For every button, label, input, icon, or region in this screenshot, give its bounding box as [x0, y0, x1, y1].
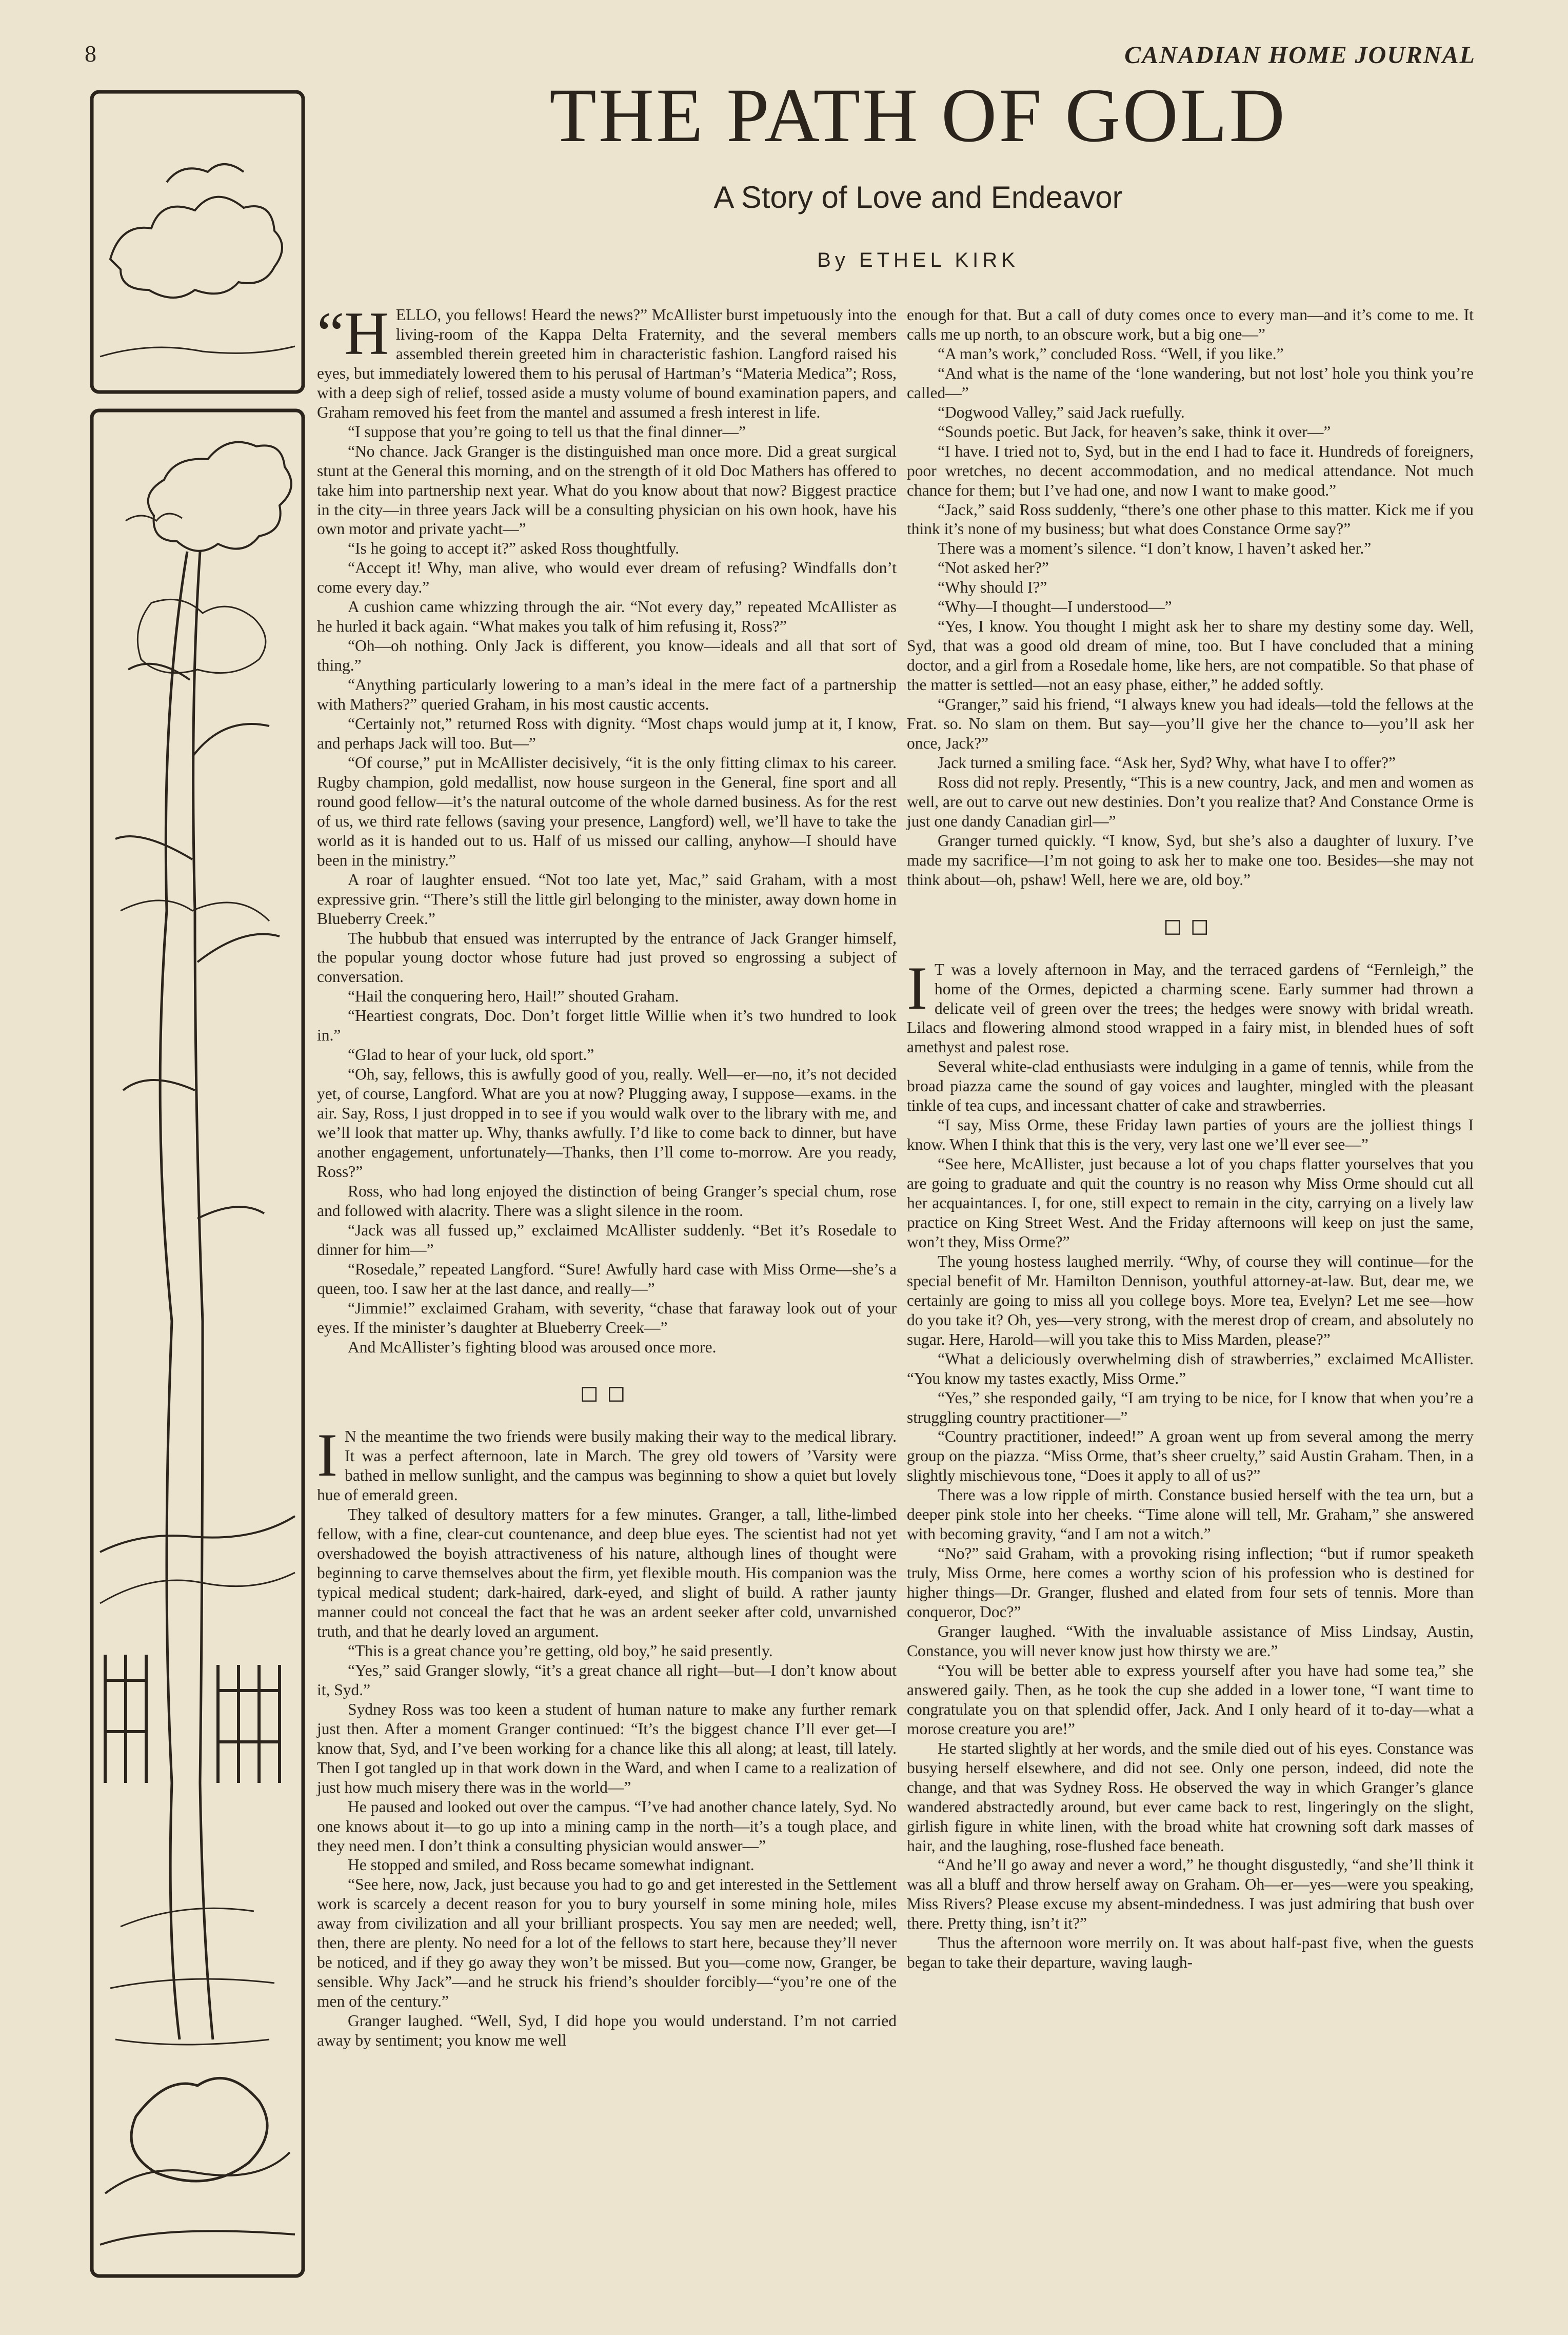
paragraph: Ross, who had long enjoyed the distinction of being Granger’s special chum, rose and followed with alacrity. There was a slight silence in the room.	[317, 1182, 897, 1220]
paragraph: “HELLO, you fellows! Heard the news?” McAllister burst impetuously into the living-room of the Kappa Delta Fraternity, and the several members assembled therein greeted him in characteristic fashion. Langford raised his eyes, but immediately lowered them to his perusal of Hartman’s “Materia Medica”; Ross, with a deep sigh of relief, tossed aside a musty volume of bound examination papers, and Graham removed his feet from the mantel and assumed a fresh interest in life.	[317, 299, 897, 421]
paragraph: enough for that. But a call of duty comes once to every man—and it’s come to me. It calls me up north, to an obscure work, but a big one—”	[907, 306, 1474, 343]
paragraph: “No chance. Jack Granger is the distinguished man once more. Did a great surgical stunt at the General this morning, and on the strength of it old Doc Mathers has offered to take him into partnership next year. What do you know about that now? Biggest practice in the city—in three years Jack will be a consulting physician on his own hook, have his own motor and private yacht—”	[317, 442, 897, 538]
paragraph: “Yes,” said Granger slowly, “it’s a great chance all right—but—I don’t know about it, Syd.”	[317, 1661, 897, 1699]
story-section-two	[317, 1421, 897, 2050]
paragraph: “Is he going to accept it?” asked Ross thoughtfully.	[348, 539, 680, 558]
paragraph: Thus the afternoon wore merrily on. It was about half-past five, when the guests began to take their departure, waving laugh-	[907, 1934, 1474, 1972]
paragraph: A cushion came whizzing through the air. “Not every day,” repeated McAllister as he hurled it back again. “What makes you talk of him refusing it, Ross?”	[317, 598, 897, 636]
paragraph: Jack turned a smiling face. “Ask her, Syd? Why, what have I to offer?”	[938, 753, 1396, 772]
magazine-running-head: CANADIAN HOME JOURNAL	[1124, 42, 1476, 69]
story-section-one-continued	[907, 305, 1474, 890]
paragraph: The hubbub that ensued was interrupted by the entrance of Jack Granger himself, the popular young doctor whose future had just proved so engrossing a subject of conversation.	[317, 929, 897, 986]
paragraph: “Certainly not,” returned Ross with dignity. “Most chaps would jump at it, I know, and perhaps Jack will too. But—”	[317, 715, 897, 752]
article-title: THE PATH OF GOLD	[549, 73, 1287, 158]
paragraph: “Anything particularly lowering to a man’s ideal in the mere fact of a partnership with Mathers?” queried Graham, in his most caustic accents.	[317, 676, 897, 714]
decorative-border-illustration	[90, 90, 305, 2278]
paragraph: Granger laughed. “With the invaluable assistance of Miss Lindsay, Austin, Constance, you will never know just how thirsty we are.”	[907, 1622, 1474, 1660]
paragraph: “Yes,” she responded gaily, “I am trying to be nice, for I know that when you’re a struggling country practitioner—”	[907, 1388, 1474, 1426]
paragraph: “Heartiest congrats, Doc. Don’t forget little Willie when it’s two hundred to look in.”	[317, 1007, 897, 1045]
paragraph: “Sounds poetic. But Jack, for heaven’s sake, think it over—”	[938, 422, 1331, 441]
paragraph: A roar of laughter ensued. “Not too late yet, Mac,” said Graham, with a most expressive grin. “There’s still the little girl belonging to the minister, away down home in Blueberry Creek.”	[317, 870, 897, 928]
paragraph: Ross did not reply. Presently, “This is a new country, Jack, and men and women as well, are out to carve out new destinies. Don’t you realize that? And Constance Orme is just one dandy Canadian girl—”	[907, 773, 1474, 830]
paragraph: Granger turned quickly. “I know, Syd, but she’s also a daughter of luxury. I’ve made my sacrifice—I’m not going to ask her to make one too. Besides—she may not think about—oh, pshaw! Well, here we are, old boy.”	[907, 831, 1474, 889]
paragraph: “Oh, say, fellows, this is awfully good of you, really. Well—er—no, it’s not decided yet, of course, Langford. What are you at now? Plugging away, I suppose—exams. in the air. Say, Ross, I just dropped in to see if you would walk over to the library with me, and we’ll look that matter up. Why, thanks awfully. I’d like to come back to dinner, but have another engagement, unfortunately—Thanks, then I’ll come to-morrow. Are you ready, Ross?”	[317, 1065, 897, 1181]
paragraph: “You will be better able to express yourself after you have had some tea,” she answered gaily. Then, as he took the cup she added in a lower tone, “I want time to congratulate you on that splendid offer, Jack. And I only heard of it to-day—what a morose creature you are!”	[907, 1661, 1474, 1738]
paragraph: “Jack,” said Ross suddenly, “there’s one other phase to this matter. Kick me if you think it’s none of my business; but what does Constance Orme say?”	[907, 500, 1474, 538]
paragraph: “I say, Miss Orme, these Friday lawn parties of yours are the jolliest things I know. When I think that this is the very, very last one we’ll ever see—”	[907, 1116, 1474, 1154]
paragraph: “What a deliciously overwhelming dish of strawberries,” exclaimed McAllister. “You know my tastes exactly, Miss Orme.”	[907, 1349, 1474, 1387]
paragraph: They talked of desultory matters for a few minutes. Granger, a tall, lithe-limbed fellow, with a fine, clear-cut countenance, and deep blue eyes. The scientist had not yet overshadowed the boyish attractiveness of his nature, although lines of thought were beginning to carve themselves about the firm, yet flexible mouth. His companion was the typical medical student; dark-haired, dark-eyed, and slight of build. A rather jaunty manner could not conceal the fact that he was an ardent seeker after cold, unvarnished truth, and that he dearly loved an argument.	[317, 1505, 897, 1641]
paragraph: He started slightly at her words, and the smile died out of his eyes. Constance was busying herself elsewhere, and did not see. Only one person, indeed, did note the change, and that was Sydney Ross. He observed the way in which Granger’s glance wandered abstractedly around, but ever came back to rest, lingeringly on the slight, girlish figure in white linen, with the broad white hat crowning soft dark masses of hair, and the laughing, rose-flushed face beneath.	[907, 1739, 1474, 1855]
page-number: 8	[85, 41, 96, 67]
paragraph: The young hostess laughed merrily. “Why, of course they will continue—for the special benefit of Mr. Hamilton Dennison, youthful attorney-at-law. But, dear me, we certainly are going to miss all you college boys. More tea, Evelyn? Let me see—how do you take it? Oh, yes—very strong, with the merest drop of cream, and absolutely no sugar. Here, Harold—will you take this to Miss Marden, please?”	[907, 1252, 1474, 1348]
paragraph: There was a moment’s silence. “I don’t know, I haven’t asked her.”	[938, 539, 1372, 558]
paragraph: “Jack was all fussed up,” exclaimed McAllister suddenly. “Bet it’s Rosedale to dinner for him—”	[317, 1221, 897, 1259]
paragraph: I T was a lovely afternoon in May, and the terraced gardens of “Fernleigh,” the home of the Ormes, depicted a charming scene. Early summer had thrown a delicate veil of green over the trees; the hedges were snowy with bridal wreath. Lilacs and flowering almond stood wrapped in a fairy mist, in blended hues of soft amethyst and palest rose.	[907, 953, 1474, 1056]
paragraph: “Of course,” put in McAllister decisively, “it is the only fitting climax to his career. Rugby champion, gold medallist, now house surgeon in the General, fine sport and all round good fellow—it’s the natural outcome of the whole darned business. As for the rest of us, we third rate fellows (saving your presence, Langford) well, we’ll have to take the world as it is handed out to us. Half of us missed our calling, anyhow—I should have been in the ministry.”	[317, 753, 897, 869]
paragraph: “And what is the name of the ‘lone wandering, but not lost’ hole you think you’re called—”	[907, 364, 1474, 402]
paragraph: “See here, now, Jack, just because you had to go and get interested in the Settlement work is scarcely a decent reason for you to bury yourself in some mining hole, miles away from civilization and all your brilliant prospects. You say men are needed; well, then, there are plenty. No need for a lot of the fellows to start here, because they’ll never be noticed, and if they go away they won’t be missed. But you—come now, Granger, be sensible. Why Jack”—and he struck his friend’s shoulder forcibly—“you’re one of the men of the century.”	[317, 1875, 897, 2011]
article-subtitle: A Story of Love and Endeavor	[713, 180, 1123, 214]
article-byline: By ETHEL KIRK	[817, 249, 1019, 271]
paragraph: “Why should I?”	[938, 578, 1047, 597]
paragraph: “Dogwood Valley,” said Jack ruefully.	[938, 403, 1185, 421]
paragraph: “This is a great chance you’re getting, old boy,” he said presently.	[348, 1641, 773, 1660]
paragraph: “I suppose that you’re going to tell us that the final dinner—”	[348, 422, 746, 441]
paragraph: “Accept it! Why, man alive, who would ever dream of refusing? Windfalls don’t come every day.”	[317, 559, 897, 597]
article-column-left	[317, 299, 897, 2050]
paragraph: “I have. I tried not to, Syd, but in the end I had to face it. Hundreds of foreigners, poor wretches, no decent accommodation, and no medical attendance. Not much chance for them; but I’ve had one, and now I want to make good.”	[907, 442, 1474, 499]
section-divider-right: ◻◻	[1163, 912, 1218, 939]
paragraph: “See here, McAllister, just because a lot of you chaps flatter yourselves that you are going to graduate and quit the country is no reason why Miss Orme should cut all her acquaintances. I, for one, still expect to remain in the city, carrying on a lively law practice on King Street West. And the Friday afternoons will keep on just the same, won’t they, Miss Orme?”	[907, 1155, 1474, 1251]
paragraph: “Oh—oh nothing. Only Jack is different, you know—ideals and all that sort of thing.”	[317, 637, 897, 675]
paragraph: “Rosedale,” repeated Langford. “Sure! Awfully hard case with Miss Orme—she’s a queen, too. I saw her at the last dance, and really—”	[317, 1260, 897, 1298]
paragraph: Granger laughed. “Well, Syd, I did hope you would understand. I’m not carried away by sentiment; you know me well	[317, 2012, 897, 2050]
paragraph: “Jimmie!” exclaimed Graham, with severity, “chase that faraway look out of your eyes. If the minister’s daughter at Blueberry Creek—”	[317, 1299, 897, 1337]
paragraph: “A man’s work,” concluded Ross. “Well, if you like.”	[938, 344, 1284, 363]
paragraph: And McAllister’s fighting blood was aroused once more.	[348, 1338, 717, 1356]
paragraph: He paused and looked out over the campus. “I’ve had another chance lately, Syd. No one knows about it—to go up into a mining camp in the north—it’s a tough place, and they need men. I don’t think a consulting physician would answer—”	[317, 1797, 897, 1855]
paragraph: “Glad to hear of your luck, old sport.”	[348, 1046, 594, 1064]
paragraph: “Country practitioner, indeed!” A groan went up from several among the merry group on the piazza. “Miss Orme, that’s sheer cruelty,” said Austin Graham. Then, in a slightly mischievous tone, “Does it apply to all of us?”	[907, 1427, 1474, 1485]
paragraph: He stopped and smiled, and Ross became somewhat indignant.	[348, 1856, 755, 1874]
paragraph: Sydney Ross was too keen a student of human nature to make any further remark just then. After a moment Granger continued: “It’s the biggest chance I’ll ever get—I know that, Syd, and I’ve been working for a chance like this all along; at least, till lately. Then I got tangled up in that work down in the Ward, and when I came to a realization of just how much misery there was in the world—”	[317, 1700, 897, 1796]
paragraph: “Granger,” said his friend, “I always knew you had ideals—told the fellows at the Frat. so. No slam on them. But say—you’ll give her the chance to—you’ll ask her once, Jack?”	[907, 695, 1474, 752]
story-section-three	[907, 953, 1474, 1973]
drop-cap: “H	[317, 299, 389, 367]
paragraph: Several white-clad enthusiasts were indulging in a game of tennis, while from the broad piazza came the sound of gay voices and laughter, mingled with the pleasant tinkle of tea cups, and incessant chatter of cake and strawberries.	[907, 1057, 1474, 1115]
paragraph: “Why—I thought—I understood—”	[938, 598, 1172, 616]
section-divider: ◻◻	[580, 1380, 634, 1406]
paragraph: I N the meantime the two friends were busily making their way to the medical library. It was a perfect afternoon, late in March. The grey old towers of ’Varsity were bathed in mellow sunlight, and the campus was beginning to show a quiet but lovely hue of emerald green.	[317, 1421, 897, 1504]
paragraph: “And he’ll go away and never a word,” he thought disgustedly, “and she’ll think it was all a bluff and throw herself away on Graham. Oh—er—yes—were you speaking, Miss Rivers? Please excuse my absent-mindedness. I was just admiring that bush over there. Pretty thing, isn’t it?”	[907, 1856, 1474, 1933]
paragraph: “No?” said Graham, with a provoking rising inflection; “but if rumor speaketh truly, Miss Orme, here comes a worthy scion of his profession who is destined for higher things—Dr. Granger, flushed and elated from four sets of tennis. More than conqueror, Doc?”	[907, 1544, 1474, 1621]
story-section-one	[317, 299, 897, 1357]
article-column-right	[907, 305, 1474, 1972]
paragraph: “Yes, I know. You thought I might ask her to share my destiny some day. Well, Syd, that was a good old dream of mine, too. But I have concluded that a mining doctor, and a girl from a Rosedale home, like hers, are not compatible. So that phase of the matter is settled—not an easy phase, either,” he added softly.	[907, 617, 1474, 694]
paragraph: “Not asked her?”	[938, 559, 1049, 577]
drop-cap: I	[317, 1421, 338, 1489]
drop-cap: I	[907, 953, 927, 1022]
paragraph: There was a low ripple of mirth. Constance busied herself with the tea urn, but a deeper pink stole into her cheeks. “Time alone will tell, Mr. Graham,” she answered with becoming gravity, “and I am not a witch.”	[907, 1486, 1474, 1543]
paragraph: “Hail the conquering hero, Hail!” shouted Graham.	[348, 987, 679, 1006]
